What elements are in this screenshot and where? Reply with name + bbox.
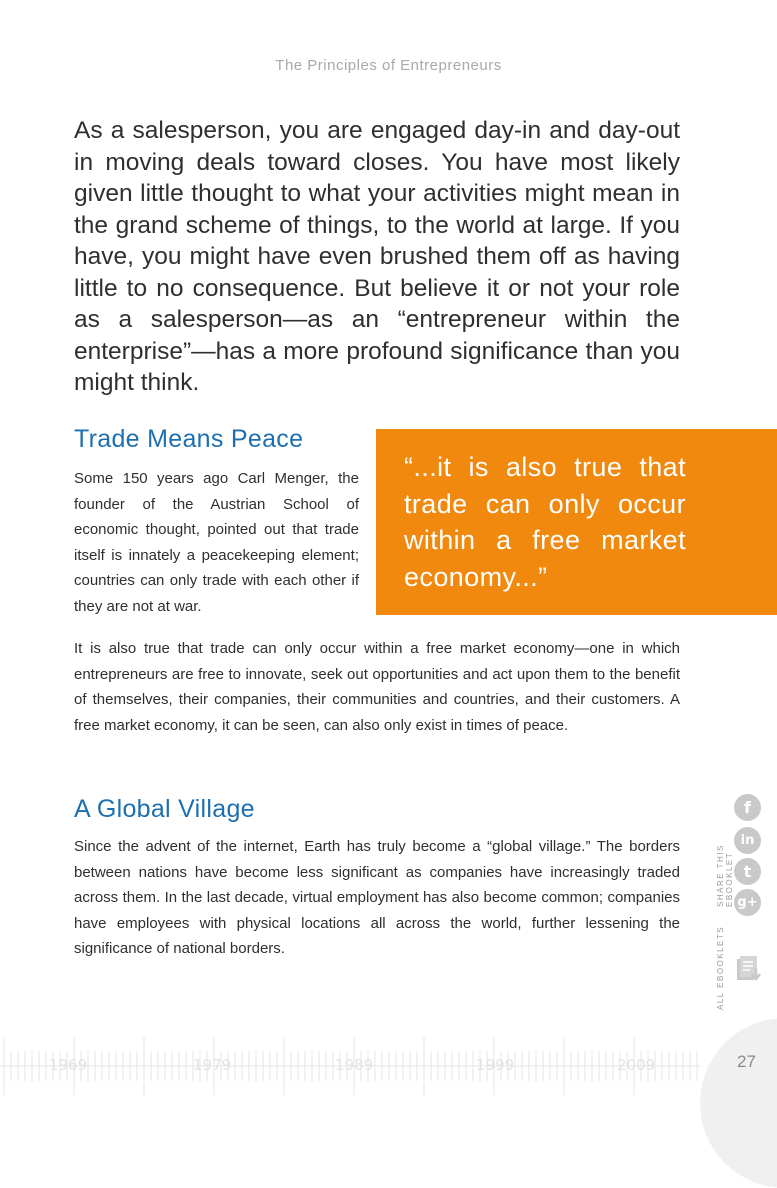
timeline-year: 2009	[617, 1056, 656, 1074]
ebooklets-download-icon[interactable]	[734, 954, 764, 984]
timeline-year: 1999	[476, 1056, 515, 1074]
section-heading-a-global-village: A Global Village	[74, 795, 255, 823]
running-header: The Principles of Entrepreneurs	[275, 57, 502, 74]
timeline-year: 1989	[335, 1056, 374, 1074]
googleplus-icon[interactable]: g+	[734, 889, 761, 916]
linkedin-icon[interactable]: in	[734, 827, 761, 854]
facebook-icon[interactable]: f	[734, 794, 761, 821]
pull-quote-box	[376, 429, 777, 615]
page-number: 27	[737, 1052, 756, 1071]
body-paragraph: Since the advent of the internet, Earth has truly become a “global village.” The borders between nations have become less significant as companies have increasingly traded across them. In the last decade, virtual employment has also become common; companies have employees with physical locations all across the world, further lessening the significance of national borders.	[74, 838, 680, 957]
body-paragraph: It is also true that trade can only occur within a free market economy—one in which entrepreneurs are free to innovate, seek out opportunities and act upon them to the benefit of themselves, their companies, their communities and countries, and their customers. A free market economy, it can be seen, can also only exist in times of peace.	[74, 640, 680, 734]
timeline-year: 1979	[193, 1056, 232, 1074]
timeline-ruler	[0, 1033, 777, 1099]
intro-paragraph: As a salesperson, you are engaged day-in and day-out in moving deals toward closes. You have most likely given little thought to what your activities might mean in the grand scheme of things, to the world at large. If you have, you might have even brushed them off as having little to no consequence. But believe it or not your role as a salesperson—as an “entrepreneur within the enterprise”—has a more profound significance than you might think.	[74, 117, 680, 396]
section-heading-trade-means-peace: Trade Means Peace	[74, 425, 304, 453]
all-ebooklets-label: ALL EBOOKLETS	[716, 925, 725, 1010]
twitter-icon[interactable]: t	[734, 858, 761, 885]
share-ebooklet-label: SHARE THIS EBOOKLET	[716, 844, 734, 907]
body-paragraph: Some 150 years ago Carl Menger, the founder of the Austrian School of economic thought, pointed out that trade itself is innately a peacekeeping element; countries can only trade with each other if they are not at war.	[74, 470, 359, 615]
timeline-year: 1969	[49, 1056, 88, 1074]
pull-quote-text: “...it is also true that trade can only occur within a free market economy...”	[404, 452, 686, 592]
